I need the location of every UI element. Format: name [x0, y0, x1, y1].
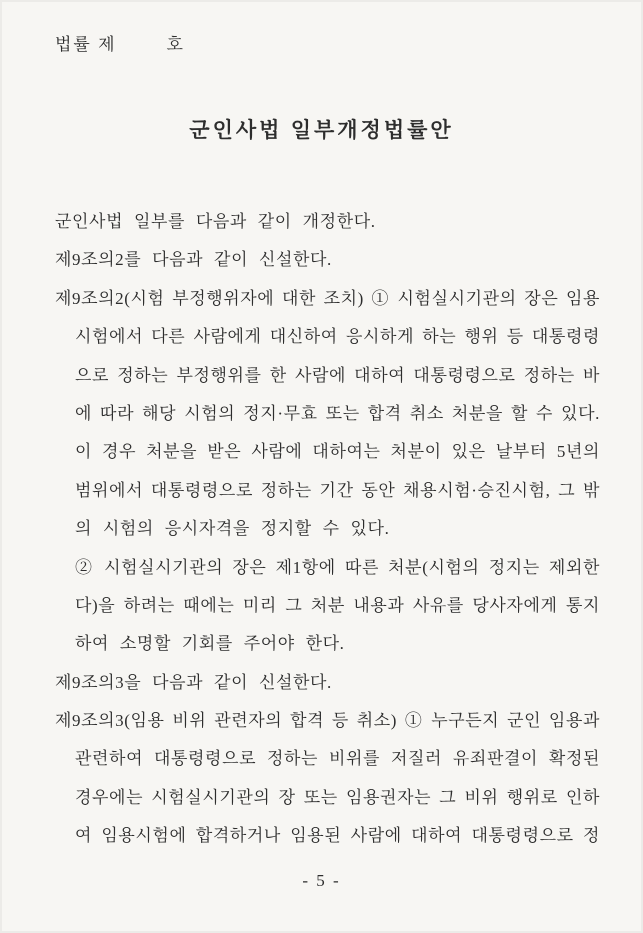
body-line: 관련하여 대통령령으로 정하는 비위를 저질러 유죄판결이 확정된	[75, 749, 600, 769]
doc-number-line: 법률 제 호	[55, 35, 185, 54]
page-number: - 5 -	[302, 871, 341, 890]
body-line: 제9조의3(임용 비위 관련자의 합격 등 취소) ① 누구든지 군인 임용과	[55, 711, 600, 731]
body-line: 에 따라 해당 시험의 정지·무효 또는 합격 취소 처분을 할 수 있다.	[75, 403, 600, 423]
body-line: 이 경우 처분을 받은 사람에 대하여는 처분이 있은 날부터 5년의	[75, 442, 600, 462]
body-line: 다)을 하려는 때에는 미리 그 처분 내용과 사유를 당사자에게 통지	[75, 595, 600, 615]
page-title: 군인사법 일부개정법률안	[189, 118, 454, 142]
body-line: 군인사법 일부를 다음과 같이 개정한다.	[55, 212, 376, 231]
body-line: 시험에서 다른 사람에게 대신하여 응시하게 하는 행위 등 대통령령	[75, 327, 600, 347]
body-line: 범위에서 대통령령으로 정하는 기간 동안 채용시험·승진시험, 그 밖	[75, 480, 600, 500]
body-line: 제9조의2(시험 부정행위자에 대한 조치) ① 시험실시기관의 장은 임용	[55, 288, 600, 308]
body-line: 제9조의2를 다음과 같이 신설한다.	[55, 250, 332, 270]
body-line: ② 시험실시기관의 장은 제1항에 따른 처분(시험의 정지는 제외한	[75, 557, 600, 577]
body-line: 으로 정하는 부정행위를 한 사람에 대하여 대통령령으로 정하는 바	[75, 365, 600, 385]
body-line: 하여 소명할 기회를 주어야 한다.	[75, 634, 345, 654]
body-line: 경우에는 시험실시기관의 장 또는 임용권자는 그 비위 행위로 인하	[75, 787, 600, 807]
body-line: 여 임용시험에 합격하거나 임용된 사람에 대하여 대통령령으로 정	[75, 826, 600, 846]
document-body	[55, 203, 600, 856]
body-line: 의 시험의 응시자격을 정지할 수 있다.	[75, 519, 390, 539]
body-line: 제9조의3을 다음과 같이 신설한다.	[55, 672, 332, 692]
